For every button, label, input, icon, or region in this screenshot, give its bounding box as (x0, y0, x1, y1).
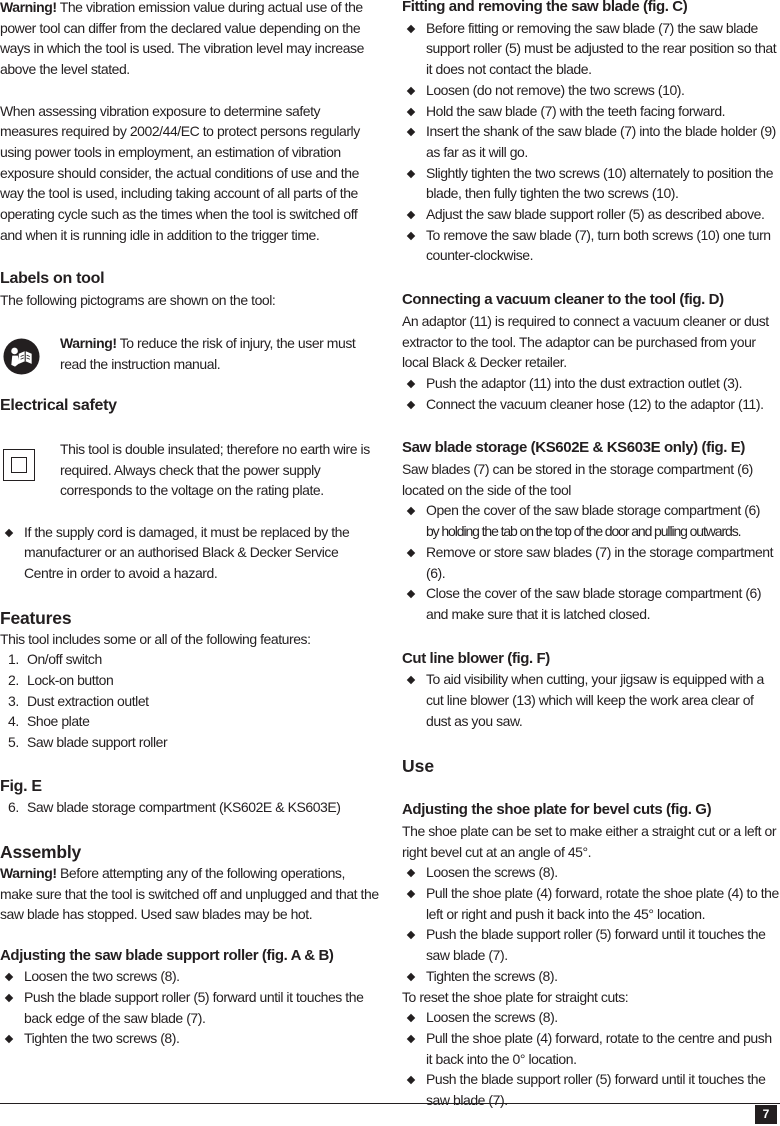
reset-list (402, 1007, 780, 1111)
vibration-warning: Warning! The vibration emission value during actual use of the power tool can differ from the declared value depending on the ways in which the tool is used. The vibration level may increase above the level stated. (0, 0, 364, 78)
list-item: 6. Saw blade storage compartment (KS602E & KS603E) (8, 799, 341, 816)
bullet-icon (407, 973, 415, 981)
bullet-icon (5, 1035, 13, 1043)
manual-warning-text: Warning! To reduce the risk of injury, the user must read the instruction manual. (60, 334, 356, 372)
list-item: Pull the shoe plate (4) forward, rotate to the centre and push it back into the 0° location. (402, 1028, 780, 1069)
labels-heading: Labels on tool (0, 270, 105, 288)
assembly-heading: Assembly (0, 842, 82, 863)
bullet-icon (407, 890, 415, 898)
right-column (402, 0, 780, 1111)
labels-intro: The following pictograms are shown on the tool: (0, 292, 276, 309)
bullet-icon (5, 994, 13, 1002)
bullet-icon (407, 169, 415, 177)
bullet-icon (407, 590, 415, 598)
blower-heading: Cut line blower (fig. F) (402, 649, 550, 667)
bullet-icon (5, 528, 13, 536)
list-item: Before fitting or removing the saw blade (7) the saw blade support roller (5) must be adjusted to the rear position so that it does not contact the blade. (402, 18, 780, 80)
bullet-icon (407, 24, 415, 32)
bullet-icon (5, 973, 13, 981)
bullet-icon (407, 507, 415, 515)
roller-list (0, 966, 380, 1049)
vibration-assessment: When assessing vibration exposure to determine safety measures required by 2002/44/EC to protect persons regularly using power tools in employment, an estimation of vibration exposure should consider, the actual conditions of use and the way the tool is used, including taking account of all parts of the operating cycle such as the times when the tool is switched off and when it is running idle in addition to the trigger time. (0, 102, 360, 243)
list-item: Push the adaptor (11) into the dust extraction outlet (3). (402, 373, 780, 394)
double-insulation-icon (3, 449, 35, 481)
list-item: Pull the shoe plate (4) forward, rotate the shoe plate (4) to the left or right and push it back into the 45° location. (402, 883, 780, 924)
bevel-list (402, 862, 780, 986)
fitting-list (402, 18, 780, 266)
list-item: Loosen the screws (8). (402, 862, 780, 883)
list-item: Push the blade support roller (5) forward until it touches the saw blade (7). (402, 924, 780, 965)
list-item: 5. Saw blade support roller (8, 734, 168, 751)
bullet-icon (407, 676, 415, 684)
list-item: Loosen the two screws (8). (0, 966, 380, 987)
blower-list (402, 669, 780, 731)
list-item: To remove the saw blade (7), turn both screws (10) one turn counter-clockwise. (402, 225, 780, 266)
bullet-icon (407, 107, 415, 115)
list-item: Open the cover of the saw blade storage compartment (6) by holding the tab on the top of the door and pulling outwards. (402, 500, 780, 541)
fig-e-list (0, 797, 380, 818)
list-item: 3. Dust extraction outlet (8, 692, 149, 709)
list-item: Adjust the saw blade support roller (5) as described above. (402, 204, 780, 225)
list-item: 4. Shoe plate (8, 713, 90, 730)
list-item: Close the cover of the saw blade storage compartment (6) and make sure that it is latched closed. (402, 583, 780, 624)
vacuum-intro: An adaptor (11) is required to connect a vacuum cleaner or dust extractor to the tool. The adaptor can be purchased from your local Black & Decker retailer. (402, 312, 769, 371)
bullet-icon (407, 128, 415, 136)
fig-e-heading: Fig. E (0, 777, 42, 795)
list-item: Tighten the two screws (8). (0, 1028, 380, 1049)
storage-intro: Saw blades (7) can be stored in the storage compartment (6) located on the side of the tool (402, 461, 753, 498)
double-insulation-row (0, 439, 380, 501)
bullet-icon (407, 380, 415, 388)
fitting-heading: Fitting and removing the saw blade (fig. C) (402, 0, 688, 15)
read-manual-icon (3, 338, 40, 375)
storage-heading: Saw blade storage (KS602E & KS603E only) (fig. E) (402, 439, 746, 457)
bullet-icon (407, 400, 415, 408)
list-item: Slightly tighten the two screws (10) alternately to position the blade, then fully tighten the two screws (10). (402, 163, 780, 204)
bullet-icon (407, 931, 415, 939)
list-item: Loosen (do not remove) the two screws (10). (402, 80, 780, 101)
manual-warning-row (0, 333, 380, 374)
vacuum-heading: Connecting a vacuum cleaner to the tool (fig. D) (402, 291, 724, 309)
electrical-bullets (0, 522, 380, 584)
bullet-icon (407, 549, 415, 557)
list-item: Push the blade support roller (5) forward until it touches the back edge of the saw blade (7). (0, 987, 380, 1028)
list-item: Loosen the screws (8). (402, 1007, 780, 1028)
list-item: Insert the shank of the saw blade (7) into the blade holder (9) as far as it will go. (402, 121, 780, 162)
bullet-icon (407, 211, 415, 219)
left-column (0, 0, 380, 1049)
storage-list (402, 500, 780, 624)
list-item: If the supply cord is damaged, it must be replaced by the manufacturer or an authorised Black & Decker Service Centre in order to avoid a hazard. (0, 522, 380, 584)
bullet-icon (407, 1076, 415, 1084)
list-item: Push the blade support roller (5) forward until it touches the saw blade (7). (402, 1069, 780, 1110)
bullet-icon (407, 869, 415, 877)
footer-rule (0, 1103, 780, 1104)
bullet-icon (407, 1035, 415, 1043)
vacuum-list (402, 373, 780, 414)
list-item: 2. Lock-on button (8, 671, 114, 688)
bevel-intro: The shoe plate can be set to make either a straight cut or a left or right bevel cut at an angle of 45°. (402, 822, 777, 860)
bevel-heading: Adjusting the shoe plate for bevel cuts (fig. G) (402, 801, 712, 819)
features-intro: This tool includes some or all of the following features: (0, 630, 311, 647)
bullet-icon (407, 231, 415, 239)
list-item: Connect the vacuum cleaner hose (12) to the adaptor (11). (402, 394, 780, 415)
electrical-heading: Electrical safety (0, 397, 117, 415)
double-insulation-text: This tool is double insulated; therefore no earth wire is required. Always check that the power supply corresponds to the voltage on the rating plate. (60, 440, 370, 499)
use-heading: Use (402, 755, 435, 776)
page-number: 7 (755, 1105, 777, 1124)
list-item: 1. On/off switch (8, 651, 102, 668)
list-item: Remove or store saw blades (7) in the storage compartment (6). (402, 542, 780, 583)
assembly-warning: Warning! Before attempting any of the following operations, make sure that the tool is switched off and unplugged and that the saw blade has stopped. Used saw blades may be hot. (0, 864, 379, 923)
features-list (0, 649, 380, 753)
reset-intro: To reset the shoe plate for straight cuts: (402, 988, 629, 1005)
roller-heading: Adjusting the saw blade support roller (fig. A & B) (0, 946, 334, 964)
list-item: Tighten the screws (8). (402, 966, 780, 987)
features-heading: Features (0, 607, 72, 628)
bullet-icon (407, 87, 415, 95)
list-item: To aid visibility when cutting, your jigsaw is equipped with a cut line blower (13) which will keep the work area clear of dust as you saw. (402, 669, 780, 731)
list-item: Hold the saw blade (7) with the teeth facing forward. (402, 101, 780, 122)
bullet-icon (407, 1014, 415, 1022)
